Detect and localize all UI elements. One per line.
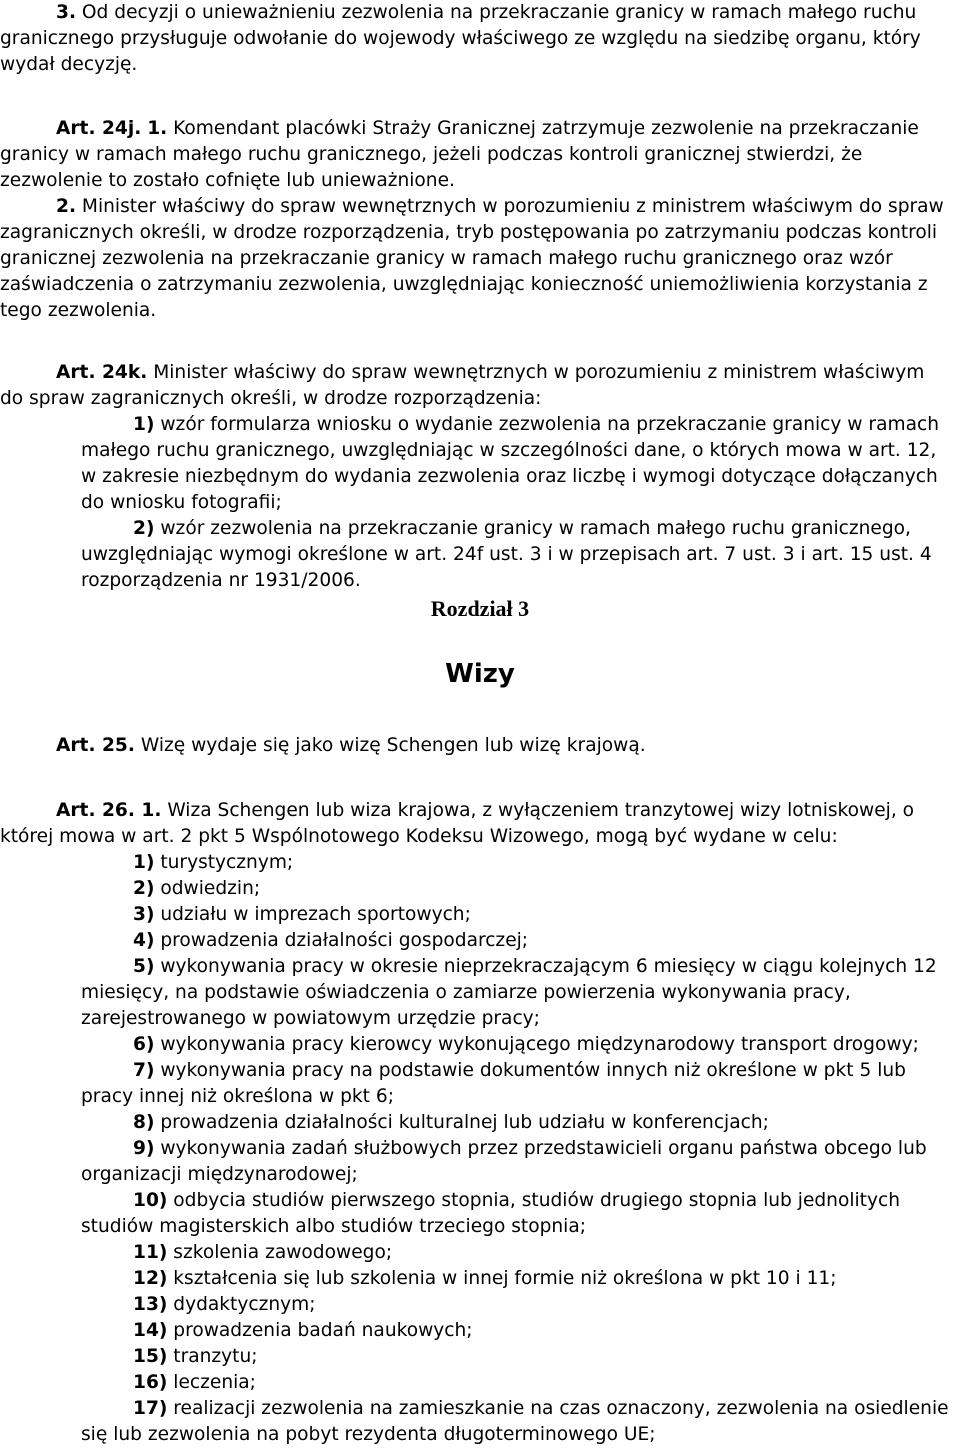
list-item-number: 5) [133, 956, 155, 977]
paragraph-number: 3. [56, 2, 77, 23]
chapter-title: Rozdział 3 [430, 596, 530, 621]
list-item-number: 8) [133, 1112, 155, 1133]
list-item-number: 15) [133, 1346, 168, 1367]
article-label: Art. 24j. [56, 118, 142, 139]
list-item-number: 11) [133, 1242, 168, 1263]
article-26: Art. 26. 1. Wiza Schengen lub wiza krajowa, z wyłączeniem tranzytowej wizy lotniskowej, o której mowa w art. 2 pkt 5 Wspólnotowego Kodeksu Wizowego, mogą być wydane w celu: 1) turystycznym; 2) odwiedzin; 3) udziału w imprezach sportowych; 4) prowadzenia działalności gospodarczej; 5) wykonywania pracy w okresie nieprzekraczającym 6 miesięcy w ciągu kolejnych 12 miesięcy, na podstawie oświadczenia o zamiarze powierzenia wykonywania pracy, zarejestrowanego w powiatowym urzędzie pracy; 6) wykonywania pracy kierowcy wykonującego międzynarodowy transport drogowy; 7) wykonywania pracy na podstawie dokumentów innych niż określone w pkt 5 lub pracy innej niż określona w pkt 6; 8) prowadzenia działalności kulturalnej lub udziału w konferencjach; 9) wykonywania zadań służbowych przez przedstawicieli organu państwa obcego lub organizacji międzynarodowej; 10) odbycia studiów pierwszego stopnia, studiów drugiego stopnia lub jednolitych studiów magisterskich albo studiów trzeciego stopnia; 11) szkolenia zawodowego; 12) kształcenia się lub szkolenia w innej formie niż określona w pkt 10 i 11; 13) dydaktycznym; 14) prowadzenia badań naukowych; 15) tranzytu; 16) leczenia; 17) realizacji zezwolenia na zamieszkanie na czas oznaczony, zezwolenia na osiedlenie się lub zezwolenia na pobyt rezydenta długoterminowego UE; [0, 798, 960, 1448]
list-item [0, 1344, 960, 1370]
list-item-text: dydaktycznym; [167, 1294, 316, 1315]
list-item [0, 902, 960, 928]
list-item-number: 12) [133, 1268, 168, 1289]
article-24j-para-2: 2. Minister właściwy do spraw wewnętrznych w porozumieniu z ministrem właściwym do spraw zagranicznych określi, w drodze rozporządzenia, tryb postępowania po zatrzymaniu podczas kontroli granicznej zezwolenia na przekraczanie granicy w ramach małego ruchu granicznego oraz wzór zaświadczenia o zatrzymaniu zezwolenia, uwzględniając konieczność uniemożliwienia korzystania z tego zezwolenia. [0, 196, 944, 321]
list-item-continuation: organizacji międzynarodowej; [81, 1164, 358, 1185]
article-label: Art. 26. 1. [56, 800, 162, 821]
article-24j: Art. 24j. 1. Komendant placówki Straży Granicznej zatrzymuje zezwolenie na przekraczanie granicy w ramach małego ruchu granicznego, jeżeli podczas kontroli granicznej stwierdzi, że zezwolenie to zostało cofnięte lub unieważnione. [0, 118, 919, 191]
list-item [0, 1370, 960, 1396]
list-item [0, 876, 960, 902]
list-item-text: prowadzenia działalności gospodarczej; [154, 930, 529, 951]
article-label: Art. 24k. [56, 362, 148, 383]
list-item-text: realizacji zezwolenia na zamieszkanie na czas oznaczony, zezwolenia na osiedlenie [167, 1398, 949, 1419]
list-item-number: 4) [133, 930, 155, 951]
chapter-subtitle: Wizy [445, 659, 515, 689]
list-item [0, 928, 960, 954]
list-item [0, 1396, 960, 1448]
list-item-continuation: miesięcy, na podstawie oświadczenia o zamiarze powierzenia wykonywania pracy, [81, 982, 851, 1003]
list-item [0, 1110, 960, 1136]
list-item [0, 850, 960, 876]
list-item-text: wykonywania pracy kierowcy wykonującego międzynarodowy transport drogowy; [154, 1034, 919, 1055]
list-item-text: prowadzenia działalności kulturalnej lub udziału w konferencjach; [154, 1112, 769, 1133]
list-item-number: 14) [133, 1320, 168, 1341]
list-item-number: 6) [133, 1034, 155, 1055]
list-item [0, 1136, 960, 1188]
list-item-number: 9) [133, 1138, 155, 1159]
list-item-number: 13) [133, 1294, 168, 1315]
list-item [0, 1240, 960, 1266]
list-item-text: turystycznym; [154, 852, 294, 873]
list-item-text: wykonywania pracy na podstawie dokumentów innych niż określone w pkt 5 lub [154, 1060, 906, 1081]
list-item-continuation: się lub zezwolenia na pobyt rezydenta długoterminowego UE; [81, 1424, 656, 1445]
article-26-list [0, 850, 960, 1448]
article-24k: Art. 24k. Minister właściwy do spraw wewnętrznych w porozumieniu z ministrem właściwym do spraw zagranicznych określi, w drodze rozporządzenia: 1) wzór formularza wniosku o wydanie zezwolenia na przekraczanie granicy w ramach małego ruchu granicznego, uwzględniając w szczególności dane, o których mowa w art. 12, w zakresie niezbędnym do wydania zezwolenia oraz liczbę i wymogi dotyczące dołączanych do wniosku fotografii; 2) wzór zezwolenia na przekraczanie granicy w ramach małego ruchu granicznego, uwzględniając wymogi określone w art. 24f ust. 3 i w przepisach art. 7 ust. 3 i art. 15 ust. 4 rozporządzenia nr 1931/2006. [0, 362, 939, 591]
paragraph-number: 2. [56, 196, 77, 217]
list-item-text: odbycia studiów pierwszego stopnia, studiów drugiego stopnia lub jednolitych [167, 1190, 900, 1211]
list-item-number: 2) [133, 878, 155, 899]
list-item-number: 7) [133, 1060, 155, 1081]
list-item [0, 1318, 960, 1344]
list-item-text: wykonywania pracy w okresie nieprzekraczającym 6 miesięcy w ciągu kolejnych 12 [154, 956, 937, 977]
list-item-text: wykonywania zadań służbowych przez przedstawicieli organu państwa obcego lub [154, 1138, 927, 1159]
list-item-text: udziału w imprezach sportowych; [154, 904, 471, 925]
list-item-number: 10) [133, 1190, 168, 1211]
list-item [0, 954, 960, 1032]
list-item [0, 1266, 960, 1292]
list-item-continuation: zarejestrowanego w powiatowym urzędzie pracy; [81, 1008, 540, 1029]
list-item-text: prowadzenia badań naukowych; [167, 1320, 473, 1341]
list-item-text: szkolenia zawodowego; [167, 1242, 393, 1263]
list-item-text: kształcenia się lub szkolenia w innej formie niż określona w pkt 10 i 11; [167, 1268, 837, 1289]
list-item-number: 3) [133, 904, 155, 925]
list-item-number: 17) [133, 1398, 168, 1419]
list-item-continuation: pracy innej niż określona w pkt 6; [81, 1086, 394, 1107]
list-item-number: 16) [133, 1372, 168, 1393]
list-item [0, 1188, 960, 1240]
list-item-text: odwiedzin; [154, 878, 261, 899]
article-label: Art. 25. [56, 735, 135, 756]
list-item [0, 1032, 960, 1058]
list-item-continuation: studiów magisterskich albo studiów trzeciego stopnia; [81, 1216, 586, 1237]
list-item [0, 1058, 960, 1110]
list-item [0, 1292, 960, 1318]
list-item-number: 1) [133, 852, 155, 873]
list-item-text: leczenia; [167, 1372, 256, 1393]
article-25: Art. 25. Wizę wydaje się jako wizę Schengen lub wizę krajową. [56, 735, 646, 756]
list-item-text: tranzytu; [167, 1346, 258, 1367]
paragraph-3: 3. Od decyzji o unieważnieniu zezwolenia na przekraczanie granicy w ramach małego ruchu granicznego przysługuje odwołanie do wojewody właściwego ze względu na siedzibę organu, który wydał decyzję. [0, 2, 921, 75]
